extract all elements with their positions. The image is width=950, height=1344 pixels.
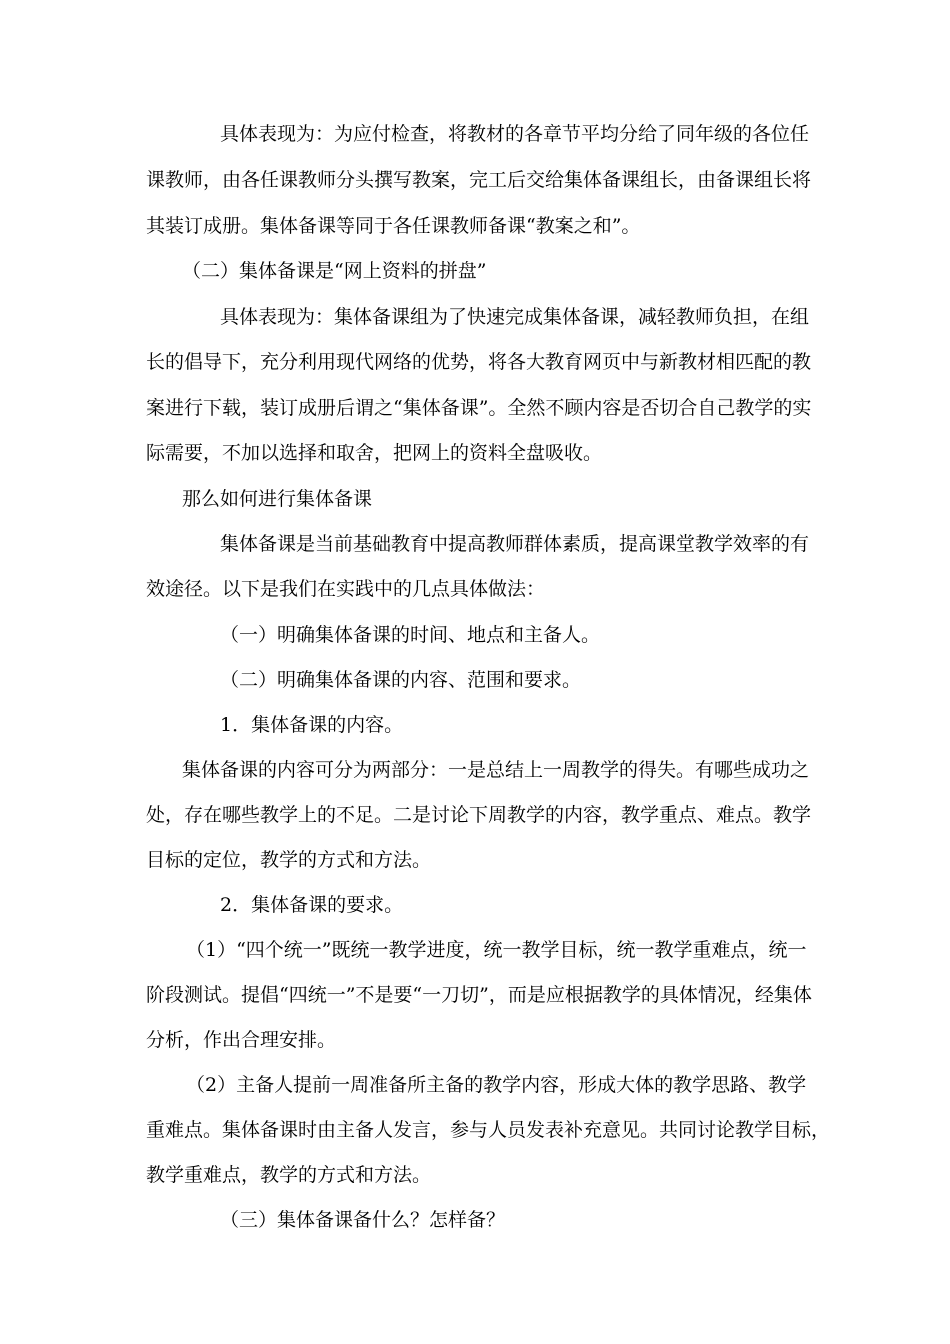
paragraph-line-11: 效途径。以下是我们在实践中的几点具体做法：	[146, 578, 546, 600]
section-heading-2: （二）集体备课是“网上资料的拼盘”	[182, 260, 487, 282]
paragraph-line-2: 课教师，由各任课教师分头撰写教案，完工后交给集体备课组长，由备课组长将	[146, 169, 812, 191]
paragraph-line-6: 长的倡导下，充分利用现代网络的优势，将各大教育网页中与新教材相匹配的教	[146, 351, 812, 373]
list-item-1: （一）明确集体备课的时间、地点和主备人。	[220, 624, 601, 646]
list-item-3: （三）集体备课备什么？怎样备？	[220, 1209, 506, 1231]
list-item-2: （二）明确集体备课的内容、范围和要求。	[220, 669, 582, 691]
paragraph-line-10: 集体备课是当前基础教育中提高教师群体素质，提高课堂教学效率的有	[220, 533, 810, 555]
paragraph-line-24: 教学重难点，教学的方式和方法。	[146, 1164, 432, 1186]
paragraph-line-3: 其装订成册。集体备课等同于各任课教师备课“教案之和”。	[146, 215, 641, 237]
paragraph-line-16: 处，存在哪些教学上的不足。二是讨论下周教学的内容，教学重点、难点。教学	[146, 804, 812, 826]
paragraph-line-7: 案进行下载，装订成册后谓之“集体备课”。全然不顾内容是否切合自己教学的实	[146, 397, 812, 419]
section-heading-how: 那么如何进行集体备课	[182, 488, 373, 510]
sub-item-2: 2．集体备课的要求。	[220, 894, 404, 916]
sub-item-1: 1．集体备课的内容。	[220, 714, 404, 736]
paragraph-line-21: 分析，作出合理安排。	[146, 1029, 337, 1051]
paragraph-line-22: （2）主备人提前一周准备所主备的教学内容，形成大体的教学思路、教学	[186, 1074, 807, 1096]
paragraph-line-20: 阶段测试。提倡“四统一”不是要“一刀切”，而是应根据教学的具体情况，经集体	[146, 984, 812, 1006]
paragraph-line-17: 目标的定位，教学的方式和方法。	[146, 849, 432, 871]
paragraph-line-5: 具体表现为：集体备课组为了快速完成集体备课，减轻教师负担，在组	[220, 306, 810, 328]
paragraph-line-1: 具体表现为：为应付检查，将教材的各章节平均分给了同年级的各位任	[220, 123, 810, 145]
paragraph-line-19: （1）“四个统一”既统一教学进度，统一教学目标，统一教学重难点，统一	[186, 939, 807, 961]
paragraph-line-8: 际需要，不加以选择和取舍，把网上的资料全盘吸收。	[146, 442, 603, 464]
paragraph-line-15: 集体备课的内容可分为两部分：一是总结上一周教学的得失。有哪些成功之	[182, 759, 810, 781]
paragraph-line-23: 重难点。集体备课时由主备人发言，参与人员发表补充意见。共同讨论教学目标，	[146, 1119, 831, 1141]
